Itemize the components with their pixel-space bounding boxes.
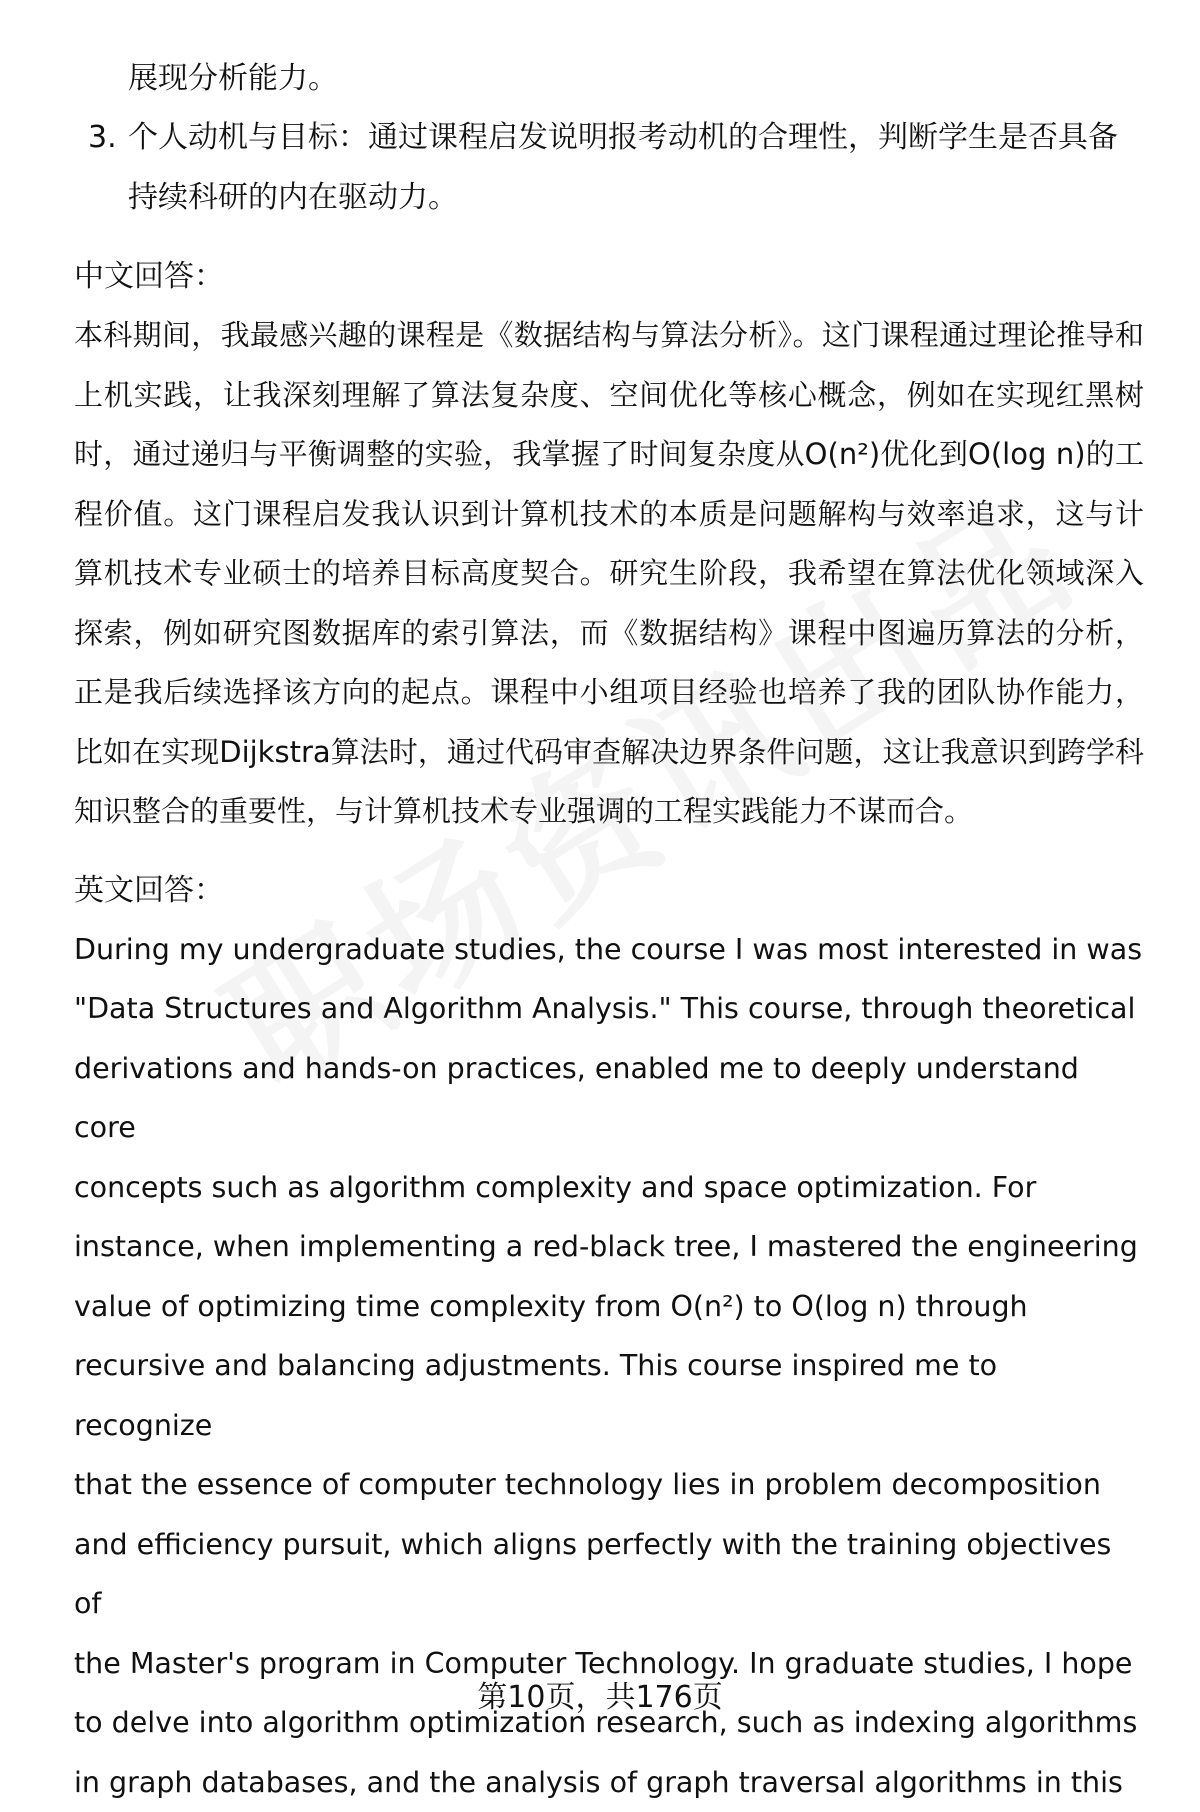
english-answer-line: "Data Structures and Algorithm Analysis." This course, through theoretical — [74, 979, 1144, 1039]
english-answer-line: the Master's program in Computer Technology. In graduate studies, I hope — [74, 1634, 1144, 1694]
english-answer-line: that the essence of computer technology lies in problem decomposition — [74, 1455, 1144, 1515]
list-item-text: 个人动机与目标：通过课程启发说明报考动机的合理性，判断学生是否具备持续科研的内在驱动力。 — [128, 120, 1118, 215]
english-answer-line: concepts such as algorithm complexity and space optimization. For — [74, 1158, 1144, 1218]
english-answer-line: instance, when implementing a red-black tree, I mastered the engineering — [74, 1217, 1144, 1277]
english-answer-line: During my undergraduate studies, the course I was most interested in was — [74, 920, 1144, 980]
chinese-answer-body: 本科期间，我最感兴趣的课程是《数据结构与算法分析》。这门课程通过理论推导和上机实践，让我深刻理解了算法复杂度、空间优化等核心概念，例如在实现红黑树时，通过递归与平衡调整的实验，我掌握了时间复杂度从O(n²)优化到O(log n)的工程价值。这门课程启发我认识到计算机技术的本质是问题解构与效率追求，这与计算机技术专业硕士的培养目标高度契合。研究生阶段，我希望在算法优化领域深入探索，例如研究图数据库的索引算法，而《数据结构》课程中图遍历算法的分析，正是我后续选择该方向的起点。课程中小组项目经验也培养了我的团队协作能力，比如在实现Dijkstra算法时，通过代码审查解决边界条件问题，这让我意识到跨学科知识整合的重要性，与计算机技术专业强调的工程实践能力不谋而合。 — [74, 306, 1144, 842]
english-answer-line: in graph databases, and the analysis of graph traversal algorithms in this — [74, 1753, 1144, 1812]
english-answer-line: derivations and hands-on practices, enabled me to deeply understand core — [74, 1039, 1144, 1158]
english-answer-line: value of optimizing time complexity from O(n²) to O(log n) through — [74, 1277, 1144, 1337]
list-item-number: 3. — [88, 108, 117, 168]
english-answer-line: to delve into algorithm optimization research, such as indexing algorithms — [74, 1693, 1144, 1753]
page-content — [74, 50, 1144, 1812]
english-answer-line: and efficiency pursuit, which aligns perfectly with the training objectives of — [74, 1515, 1144, 1634]
english-answer-label: 英文回答： — [74, 862, 1144, 920]
list-item-3 — [74, 108, 1144, 228]
list-item-2-continuation: 展现分析能力。 — [74, 50, 1144, 108]
english-answer-line: recursive and balancing adjustments. This course inspired me to recognize — [74, 1336, 1144, 1455]
page-number-footer: 第10页，共176页 — [0, 1668, 1200, 1728]
chinese-answer-label: 中文回答： — [74, 248, 1144, 306]
